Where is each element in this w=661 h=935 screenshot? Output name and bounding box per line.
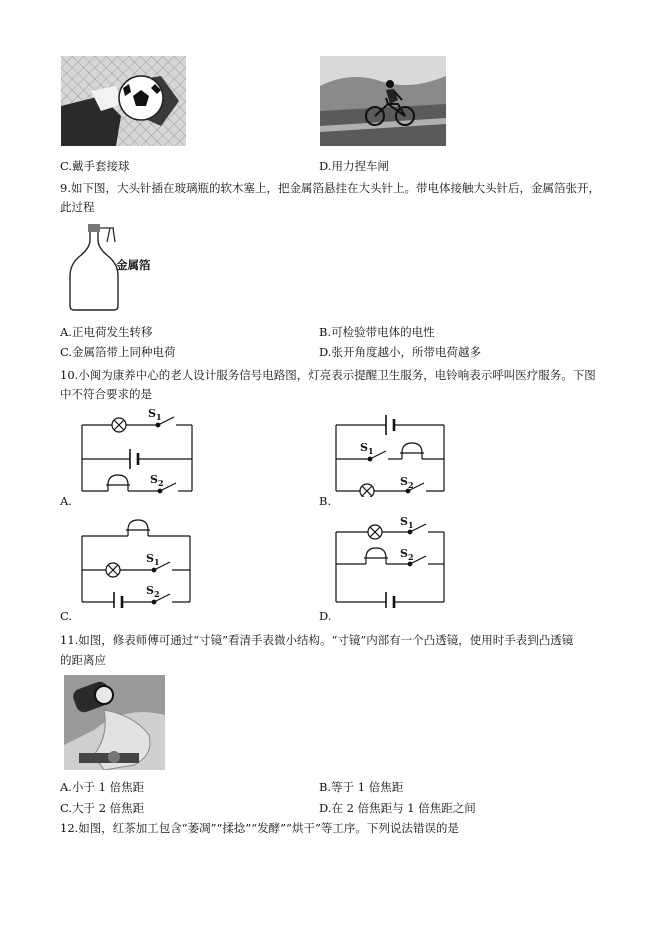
q9-option-d: D.张开角度越小，所带电荷越多 <box>319 345 481 359</box>
q11-option-c: C.大于 2 倍焦距 <box>60 801 145 815</box>
q10-label-a: A. <box>60 494 72 508</box>
q9-stem-line1: 9.如下图，大头针插在玻璃瓶的软木塞上，把金属箔悬挂在大头针上。带电体接触大头针后，金属箔张开， <box>60 181 600 195</box>
q11-stem-line2: 的距离应 <box>60 653 106 667</box>
q9-option-b: B.可检验带电体的电性 <box>319 325 435 339</box>
watchmaker-loupe-photo <box>64 675 165 770</box>
circuit-c <box>78 512 198 608</box>
circuit-c-s1-label: $S_1$ <box>146 552 160 567</box>
q11-option-a: A.小于 1 倍焦距 <box>60 780 145 794</box>
q9-option-a: A.正电荷发生转移 <box>60 325 153 339</box>
q10-stem-line2: 中不符合要求的是 <box>60 387 152 401</box>
bottle-figure <box>64 220 174 312</box>
q11-stem-line1: 11.如图，修表师傅可通过“寸镜”看清手表微小结构。“寸镜”内部有一个凸透镜，使用时手表到凸透镜 <box>60 633 574 647</box>
goalkeeper-photo <box>61 56 186 146</box>
q12-stem-line1: 12.如图，红茶加工包含“萎凋”“揉捻”“发酵”“烘干”等工序。下列说法错误的是 <box>60 821 459 835</box>
circuit-a <box>78 405 198 497</box>
circuit-d <box>332 512 452 608</box>
q8-option-d: D.用力捏车闸 <box>319 159 389 173</box>
circuit-a-s1-label: $S_1$ <box>148 407 162 422</box>
circuit-c-s2-label: $S_2$ <box>146 584 160 599</box>
q10-stem-line1: 10.小闽为康养中心的老人设计服务信号电路图，灯亮表示提醒卫生服务，电铃响表示呼叫医疗服务。下图 <box>60 368 596 382</box>
q10-label-d: D. <box>319 609 332 623</box>
q11-option-d: D.在 2 倍焦距与 1 倍焦距之间 <box>319 801 476 815</box>
circuit-d-s1-label: $S_1$ <box>400 515 414 530</box>
circuit-b-s1-label: $S_1$ <box>360 441 374 456</box>
q10-label-c: C. <box>60 609 73 623</box>
circuit-d-s2-label: $S_2$ <box>400 547 414 562</box>
circuit-a-s2-label: $S_2$ <box>150 473 164 488</box>
cyclist-photo <box>320 56 446 146</box>
q8-option-c: C.戴手套接球 <box>60 159 130 173</box>
foil-label: 金属箔 <box>116 258 151 272</box>
q9-option-c: C.金属箔带上同种电荷 <box>60 345 176 359</box>
q11-option-b: B.等于 1 倍焦距 <box>319 780 404 794</box>
circuit-b <box>332 405 452 497</box>
q9-stem-line2: 此过程 <box>60 200 95 214</box>
circuit-b-s2-label: $S_2$ <box>400 475 414 490</box>
q10-label-b: B. <box>319 494 332 508</box>
